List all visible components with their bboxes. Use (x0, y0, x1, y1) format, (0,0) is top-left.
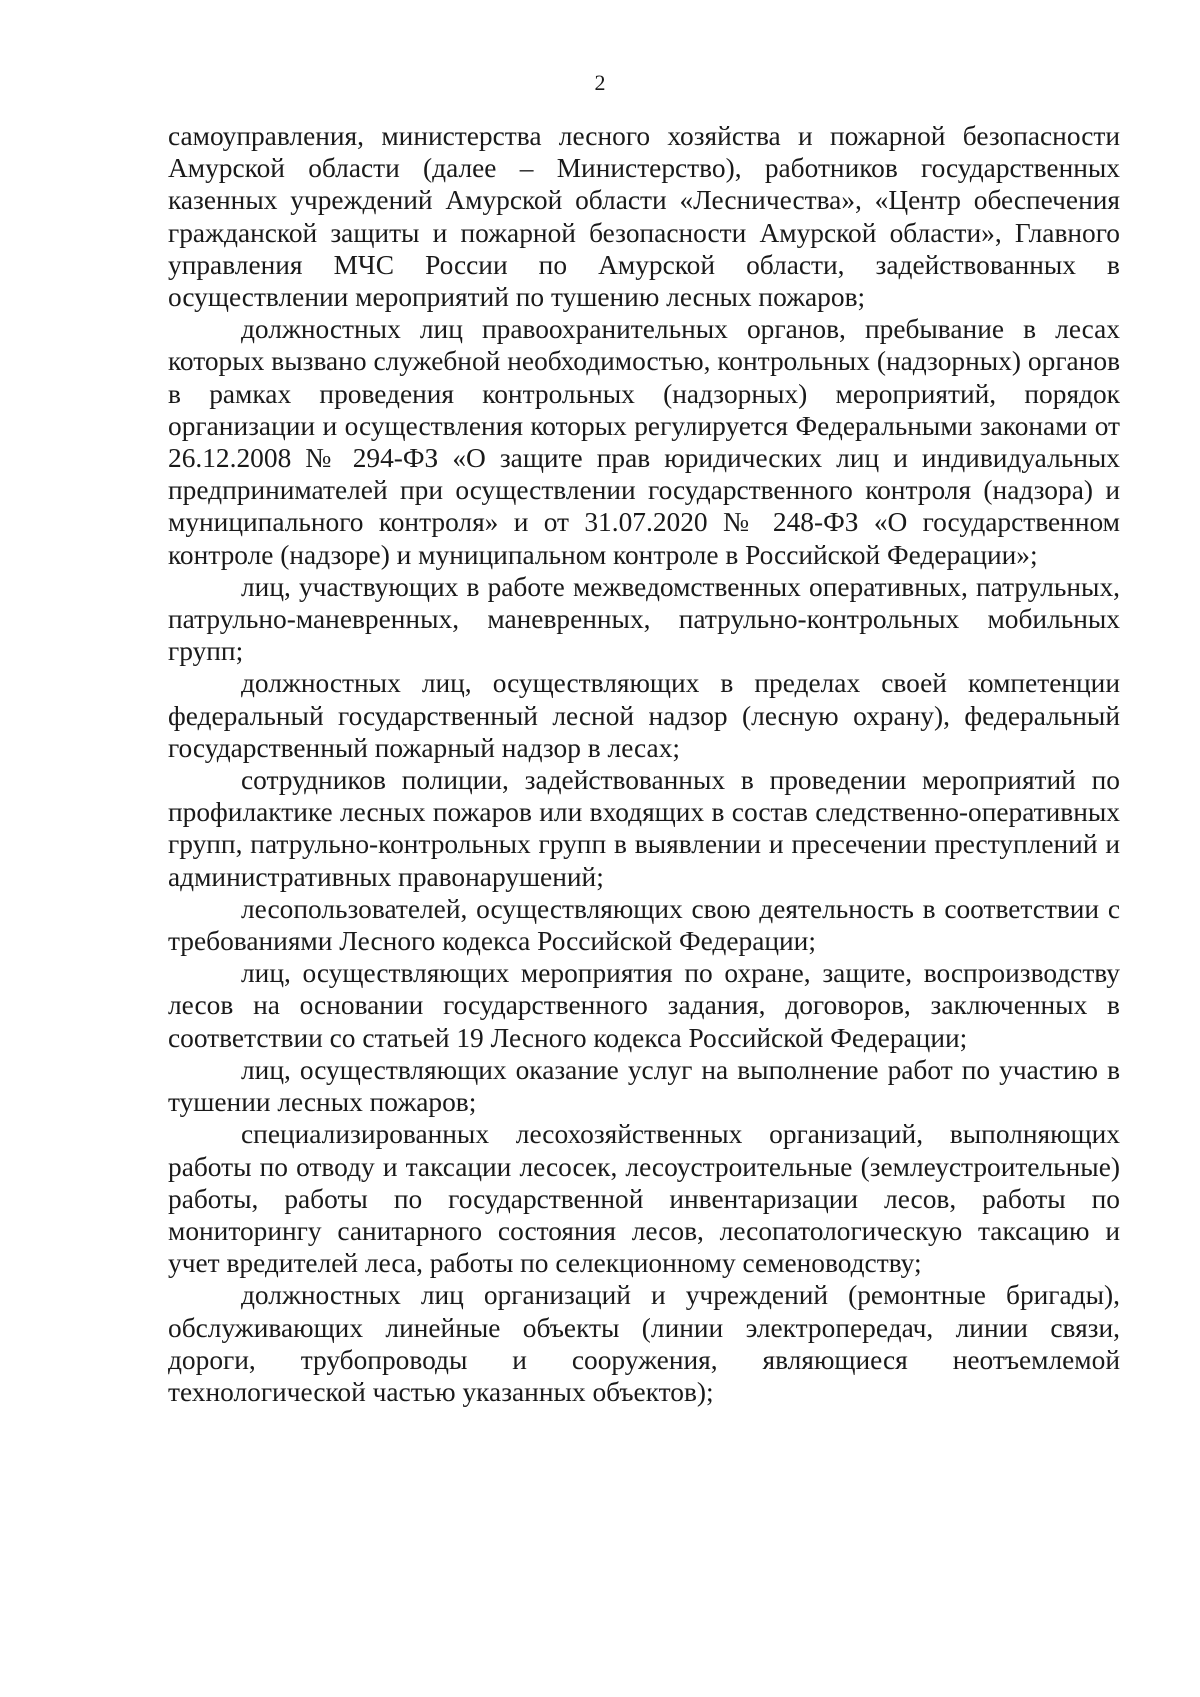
paragraph-6: лесопользователей, осуществляющих свою деятельность в соответствии с требованиями Лесного кодекса Российской Федерации; (168, 893, 1120, 957)
page-number: 2 (594, 70, 606, 95)
paragraph-2: должностных лиц правоохранительных органов, пребывание в лесах которых вызвано служебной необходимостью, контрольных (надзорных) органов в рамках проведения контрольных (надзорных) мероприятий, порядок организации и осуществления которых регулируется Федеральными законами от 26.12.2008 № 294-ФЗ «О защите прав юридических лиц и индивидуальных предпринимателей при осуществлении государственного контроля (надзора) и муниципального контроля» и от 31.07.2020 № 248-ФЗ «О государственном контроле (надзоре) и муниципальном контроле в Российской Федерации»; (168, 314, 1120, 570)
document-body (168, 120, 1120, 1408)
paragraph-5: сотрудников полиции, задействованных в проведении мероприятий по профилактике лесных пожаров или входящих в состав следственно-оперативных групп, патрульно-контрольных групп в выявлении и пресечении преступлений и административных правонарушений; (168, 765, 1120, 892)
paragraph-4: должностных лиц, осуществляющих в пределах своей компетенции федеральный государственный лесной надзор (лесную охрану), федеральный государственный пожарный надзор в лесах; (168, 668, 1120, 763)
paragraph-3: лиц, участвующих в работе межведомственных оперативных, патрульных, патрульно-маневренных, маневренных, патрульно-контрольных мобильных групп; (168, 571, 1120, 667)
paragraph-7: лиц, осуществляющих мероприятия по охране, защите, воспроизводству лесов на основании государственного задания, договоров, заключенных в соответствии со статьей 19 Лесного кодекса Российской Федерации; (168, 958, 1120, 1053)
paragraph-8: лиц, осуществляющих оказание услуг на выполнение работ по участию в тушении лесных пожаров; (168, 1054, 1120, 1118)
paragraph-9: специализированных лесохозяйственных организаций, выполняющих работы по отводу и таксации лесосек, лесоустроительные (землеустроительные) работы, работы по государственной инвентаризации лесов, работы по мониторингу санитарного состояния лесов, лесопатологическую таксацию и учет вредителей леса, работы по селекционному семеноводству; (168, 1119, 1120, 1279)
paragraph-10: должностных лиц организаций и учреждений (ремонтные бригады), обслуживающих линейные объекты (линии электропередач, линии связи, дороги, трубопроводы и сооружения, являющиеся неотъемлемой технологической частью указанных объектов); (168, 1280, 1120, 1407)
paragraph-1: самоуправления, министерства лесного хозяйства и пожарной безопасности Амурской области (далее – Министерство), работников государственных казенных учреждений Амурской области «Лесничества», «Центр обеспечения гражданской защиты и пожарной безопасности Амурской области», Главного управления МЧС России по Амурской области, задействованных в осуществлении мероприятий по тушению лесных пожаров; (168, 121, 1120, 313)
